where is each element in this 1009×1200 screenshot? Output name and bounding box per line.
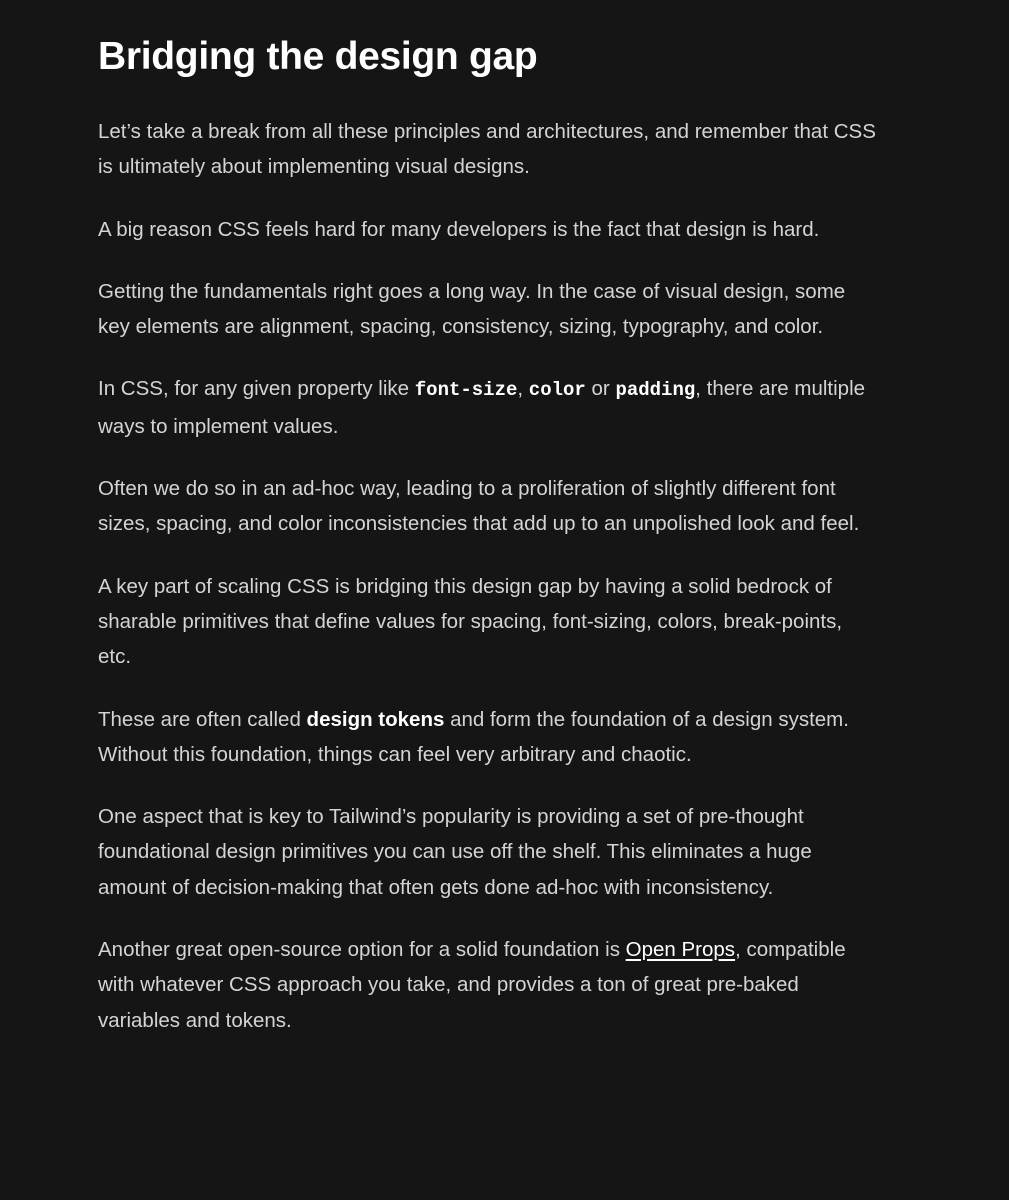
paragraph-1: Let’s take a break from all these principles and architectures, and remember that CSS is ultimately about implementing visual designs. (98, 120, 876, 179)
paragraph-4-text-after: , there are multiple ways to implement values. (98, 377, 866, 438)
code-color: color (528, 379, 586, 402)
paragraph-7 (98, 702, 878, 773)
code-padding: padding (615, 379, 696, 402)
paragraph-6: A key part of scaling CSS is bridging this design gap by having a solid bedrock of sharable primitives that define values for spacing, font-sizing, colors, break-points, etc. (98, 574, 843, 669)
paragraph-8: One aspect that is key to Tailwind’s popularity is providing a set of pre-thought foundational design primitives you can use off the shelf. This eliminates a huge amount of decision-making that often gets done ad-hoc with inconsistency. (98, 805, 812, 899)
paragraph-9-text-before: Another great open-source option for a solid foundation is (98, 938, 626, 962)
paragraph-7-text-after: and form the foundation of a design system. Without this foundation, things can feel very arbitrary and chaotic. (98, 707, 849, 766)
design-tokens-emphasis: design tokens (306, 707, 445, 731)
paragraph-9-text-after: , compatible with whatever CSS approach you take, and provides a ton of great pre-baked variables and tokens. (98, 938, 846, 1032)
code-font-size: font-size (414, 379, 518, 402)
paragraph-4-text-before: In CSS, for any given property like (98, 377, 415, 401)
paragraph-4-separator-1: , (517, 377, 529, 401)
paragraph-5: Often we do so in an ad-hoc way, leading to a proliferation of slightly different font sizes, spacing, and color inconsistencies that add up to an unpolished look and feel. (98, 477, 860, 536)
paragraph-4-separator-2: or (585, 377, 616, 401)
paragraph-4 (98, 371, 878, 444)
open-props-link[interactable]: Open Props (625, 938, 736, 962)
paragraph-7-text-before: These are often called (98, 707, 307, 731)
article (98, 30, 878, 1065)
article-title: Bridging the design gap (98, 35, 538, 78)
paragraph-3: Getting the fundamentals right goes a long way. In the case of visual design, some key elements are alignment, spacing, consistency, sizing, typography, and color. (98, 279, 846, 339)
paragraph-9 (98, 932, 878, 1038)
paragraph-2: A big reason CSS feels hard for many developers is the fact that design is hard. (98, 217, 820, 241)
